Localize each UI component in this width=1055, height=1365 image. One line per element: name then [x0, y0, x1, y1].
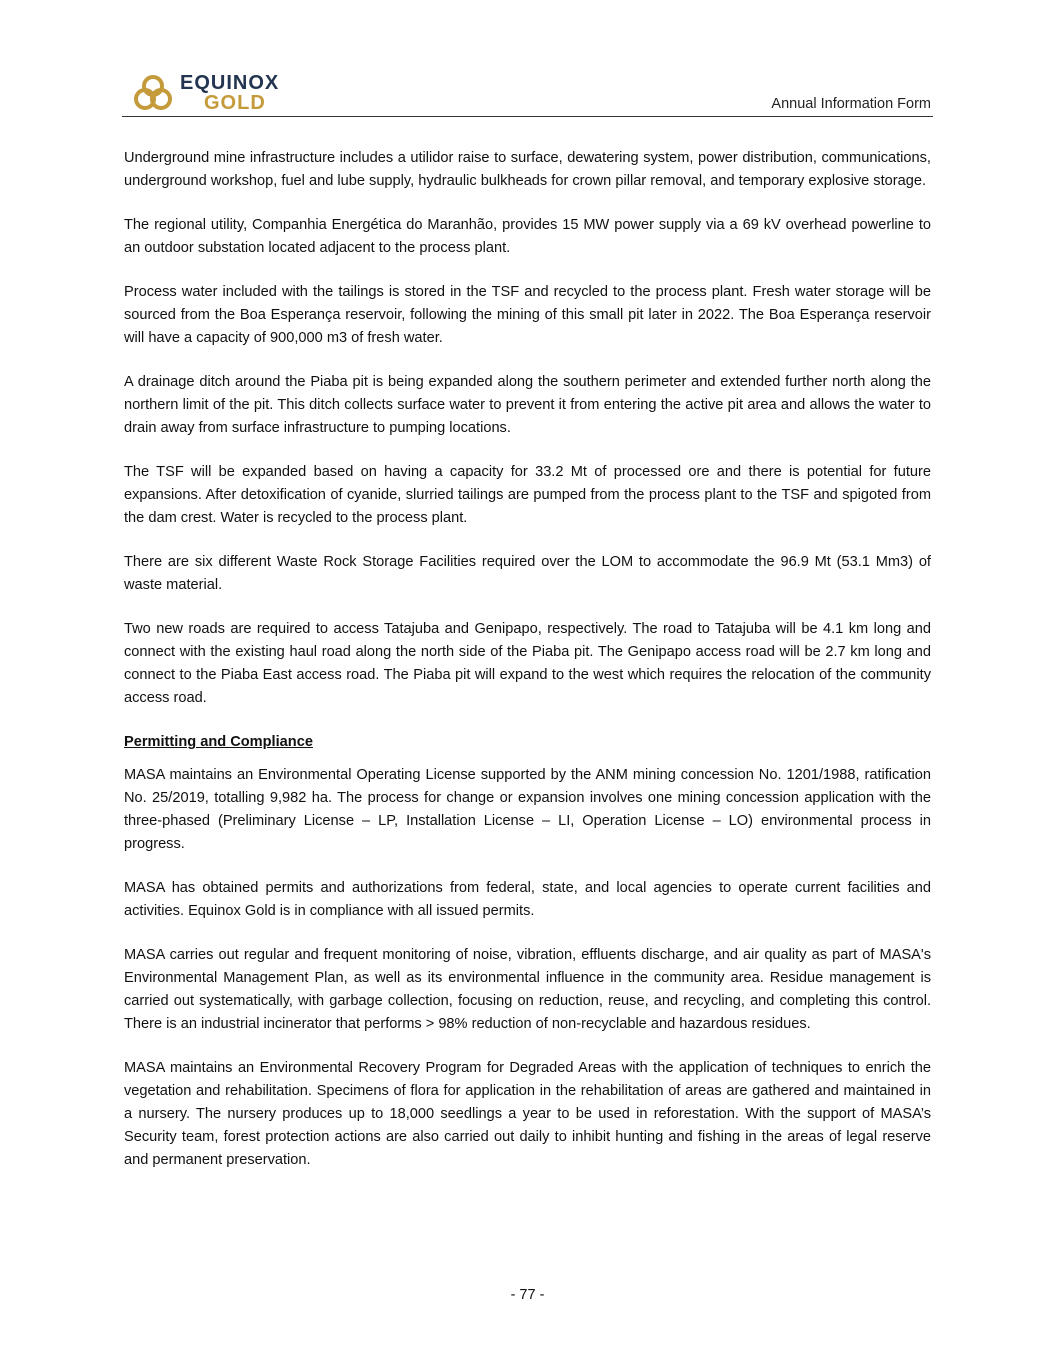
- paragraph: MASA carries out regular and frequent monitoring of noise, vibration, effluents discharge, and air quality as part of MASA's Environmental Management Plan, as well as its environmental influence in the community area. Residue management is carried out systematically, with garbage collection, focusing on reduction, reuse, and recycling, and completing this control. There is an industrial incinerator that performs > 98% reduction of non-recyclable and hazardous residues.: [124, 947, 931, 1032]
- logo-text-equinox: EQUINOX: [180, 72, 280, 94]
- page-body: [124, 147, 931, 1193]
- paragraph: There are six different Waste Rock Storage Facilities required over the LOM to accommodate the 96.9 Mt (53.1 Mm3) of waste material.: [124, 554, 931, 593]
- page-number: - 77 -: [510, 1287, 545, 1303]
- paragraph: A drainage ditch around the Piaba pit is being expanded along the southern perimeter and extended further north along the northern limit of the pit. This ditch collects surface water to prevent it from entering the active pit area and allows the water to drain away from surface infrastructure to pumping locations.: [124, 374, 931, 436]
- document-title: Annual Information Form: [771, 96, 931, 112]
- logo-text-gold: GOLD: [204, 92, 266, 114]
- paragraph: MASA maintains an Environmental Recovery Program for Degraded Areas with the application of techniques to enrich the vegetation and rehabilitation. Specimens of flora for application in the rehabilitation of areas are gathered and maintained in a nursery. The nursery produces up to 18,000 seedlings a year to be used in reforestation. With the support of MASA’s Security team, forest protection actions are also carried out daily to inhibit hunting and fishing in the areas of legal reserve and permanent preservation.: [124, 1060, 931, 1168]
- paragraph: The TSF will be expanded based on having a capacity for 33.2 Mt of processed ore and there is potential for future expansions. After detoxification of cyanide, slurried tailings are pumped from the process plant to the TSF and spigoted from the dam crest. Water is recycled to the process plant.: [124, 464, 931, 526]
- paragraph: The regional utility, Companhia Energética do Maranhão, provides 15 MW power supply via a 69 kV overhead powerline to an outdoor substation located adjacent to the process plant.: [124, 217, 931, 256]
- section-heading: Permitting and Compliance: [124, 734, 313, 750]
- paragraph: MASA has obtained permits and authorizations from federal, state, and local agencies to operate current facilities and activities. Equinox Gold is in compliance with all issued permits.: [124, 880, 931, 919]
- paragraph: MASA maintains an Environmental Operating License supported by the ANM mining concession No. 1201/1988, ratification No. 25/2019, totalling 9,982 ha. The process for change or expansion involves one mining concession application with the three-phased (Preliminary License – LP, Installation License – LI, Operation License – LO) environmental process in progress.: [124, 767, 931, 852]
- page-header: [122, 68, 933, 117]
- paragraph: Underground mine infrastructure includes a utilidor raise to surface, dewatering system, power distribution, communications, underground workshop, fuel and lube supply, hydraulic bulkheads for crown pillar removal, and temporary explosive storage.: [124, 150, 931, 189]
- paragraph: Process water included with the tailings is stored in the TSF and recycled to the process plant. Fresh water storage will be sourced from the Boa Esperança reservoir, following the mining of this small pit later in 2022. The Boa Esperança reservoir will have a capacity of 900,000 m3 of fresh water.: [124, 284, 931, 346]
- paragraph: Two new roads are required to access Tatajuba and Genipapo, respectively. The road to Tatajuba will be 4.1 km long and connect with the existing haul road along the north side of the Piaba pit. The Genipapo access road will be 2.7 km long and connect to the Piaba East access road. The Piaba pit will expand to the west which requires the relocation of the community access road.: [124, 621, 931, 706]
- logo-knot-icon: [132, 72, 174, 114]
- equinox-gold-logo: [132, 72, 279, 114]
